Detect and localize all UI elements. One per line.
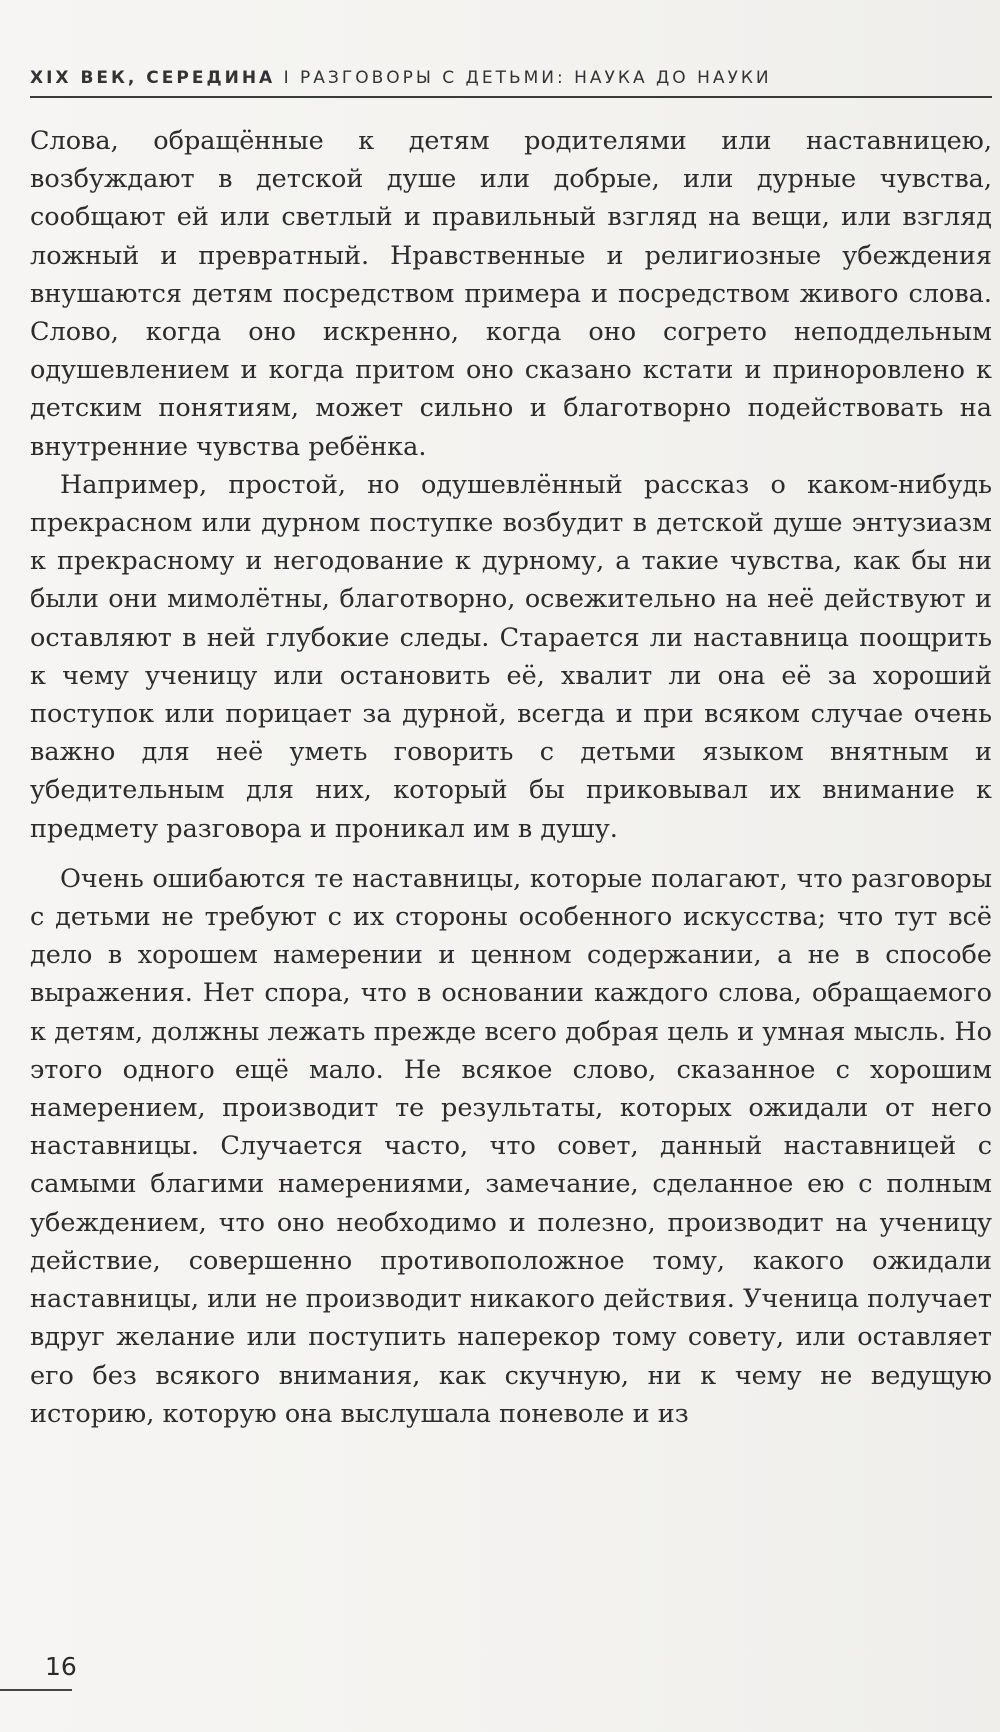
header-section-title: РАЗГОВОРЫ С ДЕТЬМИ: НАУКА ДО НАУКИ [300,68,772,88]
footer-rule [0,1689,72,1691]
header-section-bold: XIX ВЕК, СЕРЕДИНА [30,68,276,88]
header-separator: І [283,68,292,88]
paragraph-3: Очень ошибаются те наставницы, которые полагают, что разговоры с детьми не требуют с их стороны особенного искусства; что тут всё дело в хорошем намерении и ценном содержании, а не в способе выражения. Нет спора, что в основании каждого слова, обращаемого к детям, должны лежать прежде всего добрая цель и умная мысль. Но этого одного ещё мало. Не всякое слово, сказанное с хорошим намерением, производит те результаты, которых ожидали от него наставницы. Случается часто, что совет, данный наставницей с самыми благими намерениями, замечание, сделанное ею с полным убеждением, что оно необходимо и полезно, производит на ученицу действие, совершенно противоположное тому, какого ожидали наставницы, или не производит никакого действия. Ученица получает вдруг желание или поступить наперекор тому совету, или оставляет его без всякого внимания, как скучную, ни к чему не ведущую историю, которую она выслушала поневоле и из [30,863,992,1429]
page-number: 16 [45,1652,77,1681]
running-header [30,68,992,88]
main-text [30,122,992,1433]
paragraph-2: Например, простой, но одушевлённый рассказ о каком-нибудь прекрасном или дурном поступке возбудит в детской душе энтузиазм к прекрасному и негодование к дурному, а такие чувства, как бы ни были они мимолётны, благотворно, освежительно на неё действуют и оставляют в ней глубокие следы. Старается ли наставница поощрить к чему ученицу или остановить её, хвалит ли она её за хороший поступок или порицает за дурной, всегда и при всяком случае очень важно для неё уметь говорить с детьми языком внятным и убедительным для них, который бы приковывал их внимание к предмету разговора и проникал им в душу. [30,469,992,844]
header-rule [30,96,992,98]
paragraph-1: Слова, обращённые к детям родителями или наставницею, возбуждают в детской душе или добрые, или дурные чувства, сообщают ей или светлый и правильный взгляд на вещи, или взгляд ложный и превратный. Нравственные и религиозные убеждения внушаются детям посредством примера и посредством живого слова. Слово, когда оно искренно, когда оно согрето неподдельным одушевлением и когда притом оно сказано кстати и приноровлено к детским понятиям, может сильно и благотворно подействовать на внутренние чувства ребёнка. [30,126,992,462]
